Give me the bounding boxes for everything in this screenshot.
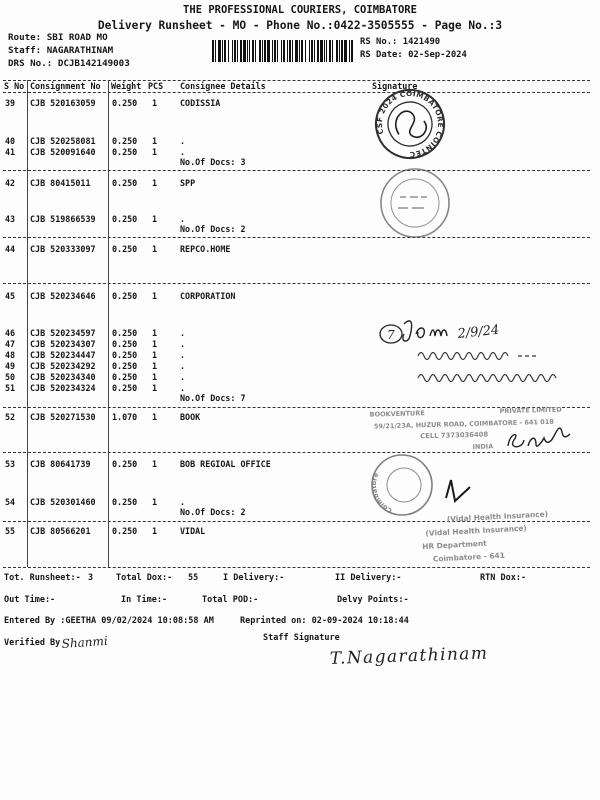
pcs-cell: 1 <box>152 383 158 393</box>
ii-delivery-label: II Delivery:- <box>335 573 402 583</box>
consignee-cell: . <box>180 350 186 360</box>
consignment-cell: CJB 520234447 <box>30 350 96 360</box>
barcode-bar <box>252 40 254 62</box>
pcs-cell: 1 <box>152 526 158 536</box>
column-header-sno: S No <box>4 81 25 91</box>
column-header-pcs: PCS <box>148 81 164 91</box>
receiver-signature-scribble <box>508 428 570 447</box>
barcode-bar <box>349 40 350 62</box>
doc-count <box>180 224 246 234</box>
table-row <box>0 497 600 507</box>
delvy-points-label: Delvy Points:- <box>337 595 409 605</box>
rs-no-line <box>360 37 440 48</box>
courier-seal-lettering <box>370 471 393 515</box>
corporation-date: 2/9/24 <box>456 322 501 342</box>
barcode-bar <box>299 40 300 62</box>
route-value: SBI ROAD MO <box>46 32 108 43</box>
barcode-bar <box>341 40 343 62</box>
pcs-cell: 1 <box>152 244 158 254</box>
consignment-cell: CJB 520234307 <box>30 339 96 349</box>
column-header-consignee: Consignee Details <box>180 81 266 91</box>
consignment-cell: CJB 520234646 <box>30 291 96 301</box>
rs-date-value: 02-Sep-2024 <box>408 50 467 60</box>
consignee-cell: BOOK <box>180 412 201 422</box>
doc-count-label: No.Of Docs: <box>180 393 236 403</box>
consignment-cell: CJB 520258081 <box>30 136 96 146</box>
stamp-line: HR Department <box>422 538 487 552</box>
consignment-cell: CJB 520271530 <box>30 412 96 422</box>
consignee-cell: . <box>180 339 186 349</box>
total-dox-value: 55 <box>188 573 199 583</box>
table-row <box>0 328 600 338</box>
barcode-bar <box>336 40 338 62</box>
barcode-bar <box>289 40 291 62</box>
verified-by-signature: Shanmi <box>61 633 109 651</box>
weight-cell: 0.250 <box>112 178 138 188</box>
doc-count <box>180 507 246 517</box>
barcode-bar <box>255 40 256 62</box>
rs-date-line <box>360 50 467 61</box>
rs-no-label: RS No.: <box>360 37 398 47</box>
barcode-bar <box>305 40 306 62</box>
barcode-bar <box>326 40 327 62</box>
barcode-bar <box>344 40 347 62</box>
barcode-bar <box>249 40 250 62</box>
stamp-line: INDIA <box>472 442 494 451</box>
tot-runsheet-value: 3 <box>88 573 94 583</box>
consignment-cell: CJB 80566201 <box>30 526 91 536</box>
total-pod-label: Total POD:- <box>202 595 259 605</box>
consignee-cell: BOB REGIOAL OFFICE <box>180 459 271 469</box>
barcode-bar <box>218 40 221 62</box>
pcs-cell: 1 <box>152 412 158 422</box>
table-row <box>0 214 600 224</box>
consignment-cell: CJB 520234324 <box>30 383 96 393</box>
corporation-mark: 7 <box>387 328 395 342</box>
barcode-bar <box>332 40 333 62</box>
staff-handwritten-signature: T.Nagarathinam <box>329 643 489 669</box>
verified-by-label: Verified By <box>4 638 61 648</box>
sno-cell: 48 <box>5 350 16 360</box>
seal-smudge <box>398 197 427 208</box>
barcode-bar <box>212 40 214 62</box>
barcode-bar <box>215 40 216 62</box>
sno-cell: 43 <box>5 214 16 224</box>
sno-cell: 54 <box>5 497 16 507</box>
pcs-cell: 1 <box>152 372 158 382</box>
weight-cell: 0.250 <box>112 361 138 371</box>
barcode-bar <box>324 40 325 62</box>
consignee-cell: . <box>180 147 186 157</box>
table-row <box>0 523 600 538</box>
pcs-cell: 1 <box>152 497 158 507</box>
consignment-cell: CJB 520301460 <box>30 497 96 507</box>
table-row <box>0 291 600 301</box>
barcode-bar <box>277 40 278 62</box>
barcode <box>212 40 353 62</box>
sno-cell: 46 <box>5 328 16 338</box>
table-row <box>0 383 600 393</box>
weight-cell: 0.250 <box>112 497 138 507</box>
consignment-cell: CJB 520234340 <box>30 372 96 382</box>
doc-count-value: 2 <box>240 224 246 234</box>
doc-count-label: No.Of Docs: <box>180 507 236 517</box>
stamp-line: 59/21/23A, HUZUR ROAD, COIMBATORE - 641 018 <box>373 417 554 431</box>
row-separator <box>3 567 590 568</box>
staff-label: Staff: <box>8 45 42 56</box>
drs-value: DCJB142149003 <box>57 58 130 69</box>
barcode-bar <box>295 40 298 62</box>
weight-cell: 0.250 <box>112 328 138 338</box>
sno-cell: 49 <box>5 361 16 371</box>
staff-signature-label: Staff Signature <box>263 633 340 643</box>
doc-count-value: 7 <box>240 393 246 403</box>
pcs-cell: 1 <box>152 459 158 469</box>
drs-label: DRS No.: <box>8 58 53 69</box>
stamp-line: (Vidal Health Insurance) <box>425 523 527 538</box>
barcode-bar <box>237 40 238 62</box>
pcs-cell: 1 <box>152 147 158 157</box>
consignee-cell: . <box>180 383 186 393</box>
sno-cell: 53 <box>5 459 16 469</box>
barcode-bar <box>224 40 226 62</box>
weight-cell: 0.250 <box>112 147 138 157</box>
row-separator <box>3 92 590 93</box>
pcs-cell: 1 <box>152 214 158 224</box>
weight-cell: 0.250 <box>112 350 138 360</box>
consignment-cell: CJB 520333097 <box>30 244 96 254</box>
total-dox-label: Total Dox:- <box>116 573 173 583</box>
pcs-cell: 1 <box>152 178 158 188</box>
weight-cell: 0.250 <box>112 291 138 301</box>
barcode-bar <box>264 40 266 62</box>
weight-cell: 0.250 <box>112 214 138 224</box>
column-header-weight: Weight <box>111 81 142 91</box>
drs-line <box>8 58 130 69</box>
pcs-cell: 1 <box>152 328 158 338</box>
consignment-cell: CJB 520234292 <box>30 361 96 371</box>
pcs-cell: 1 <box>152 136 158 146</box>
row-separator <box>3 283 590 284</box>
barcode-bar <box>274 40 276 62</box>
consignee-cell: . <box>180 328 186 338</box>
consignee-cell: CORPORATION <box>180 291 236 301</box>
consignment-cell: CJB 80415011 <box>30 178 91 188</box>
column-header-consignment: Consignment No <box>30 81 101 91</box>
stamp-line: CELL 7373036408 <box>420 430 489 441</box>
column-header-signature: Signature <box>372 81 418 91</box>
pcs-cell: 1 <box>152 339 158 349</box>
consignee-cell: SPP <box>180 178 196 188</box>
doc-count-value: 2 <box>240 507 246 517</box>
reprinted-on: Reprinted on: 02-09-2024 10:18:44 <box>240 616 409 626</box>
consignment-cell: CJB 80641739 <box>30 459 91 469</box>
barcode-bar <box>301 40 303 62</box>
barcode-bar <box>317 40 319 62</box>
staff-value: NAGARATHINAM <box>46 45 114 56</box>
sno-cell: 45 <box>5 291 16 301</box>
barcode-bar <box>314 40 315 62</box>
row-separator <box>3 170 590 171</box>
consignee-cell: CODISSIA <box>180 98 221 108</box>
barcode-bar <box>247 40 248 62</box>
table-row <box>0 244 600 254</box>
stamp-line: PRIVATE LIMITED <box>499 405 562 416</box>
sno-cell: 41 <box>5 147 16 157</box>
pcs-cell: 1 <box>152 350 158 360</box>
weight-cell: 0.250 <box>112 339 138 349</box>
rs-no-value: 1421490 <box>402 37 441 47</box>
consignment-cell: CJB 520234597 <box>30 328 96 338</box>
weight-cell: 0.250 <box>112 244 138 254</box>
sno-cell: 50 <box>5 372 16 382</box>
sno-cell: 52 <box>5 412 16 422</box>
consignee-cell: REPCO.HOME <box>180 244 231 254</box>
barcode-bar <box>262 40 263 62</box>
runsheet-subtitle: Delivery Runsheet - MO - Phone No.:0422-3505555 - Page No.:3 <box>97 19 503 32</box>
table-row <box>0 339 600 349</box>
weight-cell: 1.070 <box>112 412 138 422</box>
consignee-cell: . <box>180 214 186 224</box>
sno-cell: 55 <box>5 526 16 536</box>
barcode-bar <box>281 40 282 62</box>
rtn-dox-label: RTN Dox:- <box>480 573 527 583</box>
consignee-cell: . <box>180 361 186 371</box>
sno-cell: 51 <box>5 383 16 393</box>
barcode-bar <box>222 40 223 62</box>
row-separator <box>3 237 590 238</box>
vidal-stamp <box>421 509 551 564</box>
weight-cell: 0.250 <box>112 372 138 382</box>
pcs-cell: 1 <box>152 361 158 371</box>
stamp-line: BOOKVENTURE <box>369 409 425 419</box>
row-separator <box>3 452 590 453</box>
table-row <box>0 178 600 188</box>
table-row <box>0 350 600 360</box>
row-separator <box>3 80 590 81</box>
sno-cell: 47 <box>5 339 16 349</box>
table-row <box>0 147 600 157</box>
barcode-bar <box>243 40 246 62</box>
barcode-bar <box>329 40 331 62</box>
doc-count <box>180 157 246 167</box>
table-row <box>0 459 600 469</box>
stamp-line: Coimbatore - 641 <box>432 550 505 564</box>
sno-cell: 40 <box>5 136 16 146</box>
barcode-bar <box>320 40 323 62</box>
weight-cell: 0.250 <box>112 383 138 393</box>
consignee-cell: VIDAL <box>180 526 206 536</box>
entered-by: Entered By :GEETHA 09/02/2024 10:08:58 AM <box>4 616 214 626</box>
row-separator <box>3 407 590 408</box>
rs-date-label: RS Date: <box>360 50 403 60</box>
consignment-cell: CJB 519866539 <box>30 214 96 224</box>
sno-cell: 42 <box>5 178 16 188</box>
barcode-bar <box>240 40 242 62</box>
weight-cell: 0.250 <box>112 136 138 146</box>
table-row <box>0 372 600 382</box>
courier-seal-text: Coimbatore <box>369 471 394 515</box>
pcs-cell: 1 <box>152 291 158 301</box>
stamp-line: (Vidal Health Insurance) <box>446 509 549 524</box>
weight-cell: 0.250 <box>112 98 138 108</box>
weight-cell: 0.250 <box>112 526 138 536</box>
table-row <box>0 412 600 422</box>
doc-count <box>180 393 246 403</box>
tot-runsheet-label: Tot. Runsheet:- <box>4 573 81 583</box>
consignee-cell: . <box>180 497 186 507</box>
route-label: Route: <box>8 32 42 43</box>
barcode-bar <box>287 40 288 62</box>
company-title: THE PROFESSIONAL COURIERS, COIMBATORE <box>183 4 417 16</box>
barcode-bar <box>234 40 236 62</box>
consignment-cell: CJB 520091640 <box>30 147 96 157</box>
table-row <box>0 98 600 108</box>
doc-count-label: No.Of Docs: <box>180 224 236 234</box>
consignee-cell: . <box>180 372 186 382</box>
pcs-cell: 1 <box>152 98 158 108</box>
barcode-bar <box>292 40 293 62</box>
route-line <box>8 32 108 43</box>
barcode-bar <box>309 40 310 62</box>
barcode-bar <box>272 40 273 62</box>
barcode-bar <box>267 40 270 62</box>
doc-count-value: 3 <box>240 157 246 167</box>
barcode-bar <box>351 40 353 62</box>
barcode-bar <box>228 40 229 62</box>
cointec-stamp-text: CSF 2024 COIMBATORE COINTEC <box>374 88 446 160</box>
sno-cell: 44 <box>5 244 16 254</box>
barcode-bar <box>339 40 340 62</box>
staff-line <box>8 45 113 56</box>
consignee-cell: . <box>180 136 186 146</box>
doc-count-label: No.Of Docs: <box>180 157 236 167</box>
sno-cell: 39 <box>5 98 16 108</box>
table-row <box>0 361 600 371</box>
in-time-label: In Time:- <box>121 595 168 605</box>
barcode-bar <box>259 40 261 62</box>
out-time-label: Out Time:- <box>4 595 56 605</box>
weight-cell: 0.250 <box>112 459 138 469</box>
i-delivery-label: I Delivery:- <box>223 573 285 583</box>
barcode-bar <box>283 40 285 62</box>
barcode-bar <box>311 40 313 62</box>
row-separator <box>3 521 590 522</box>
consignment-cell: CJB 520163059 <box>30 98 96 108</box>
table-row <box>0 136 600 146</box>
barcode-bar <box>232 40 233 62</box>
